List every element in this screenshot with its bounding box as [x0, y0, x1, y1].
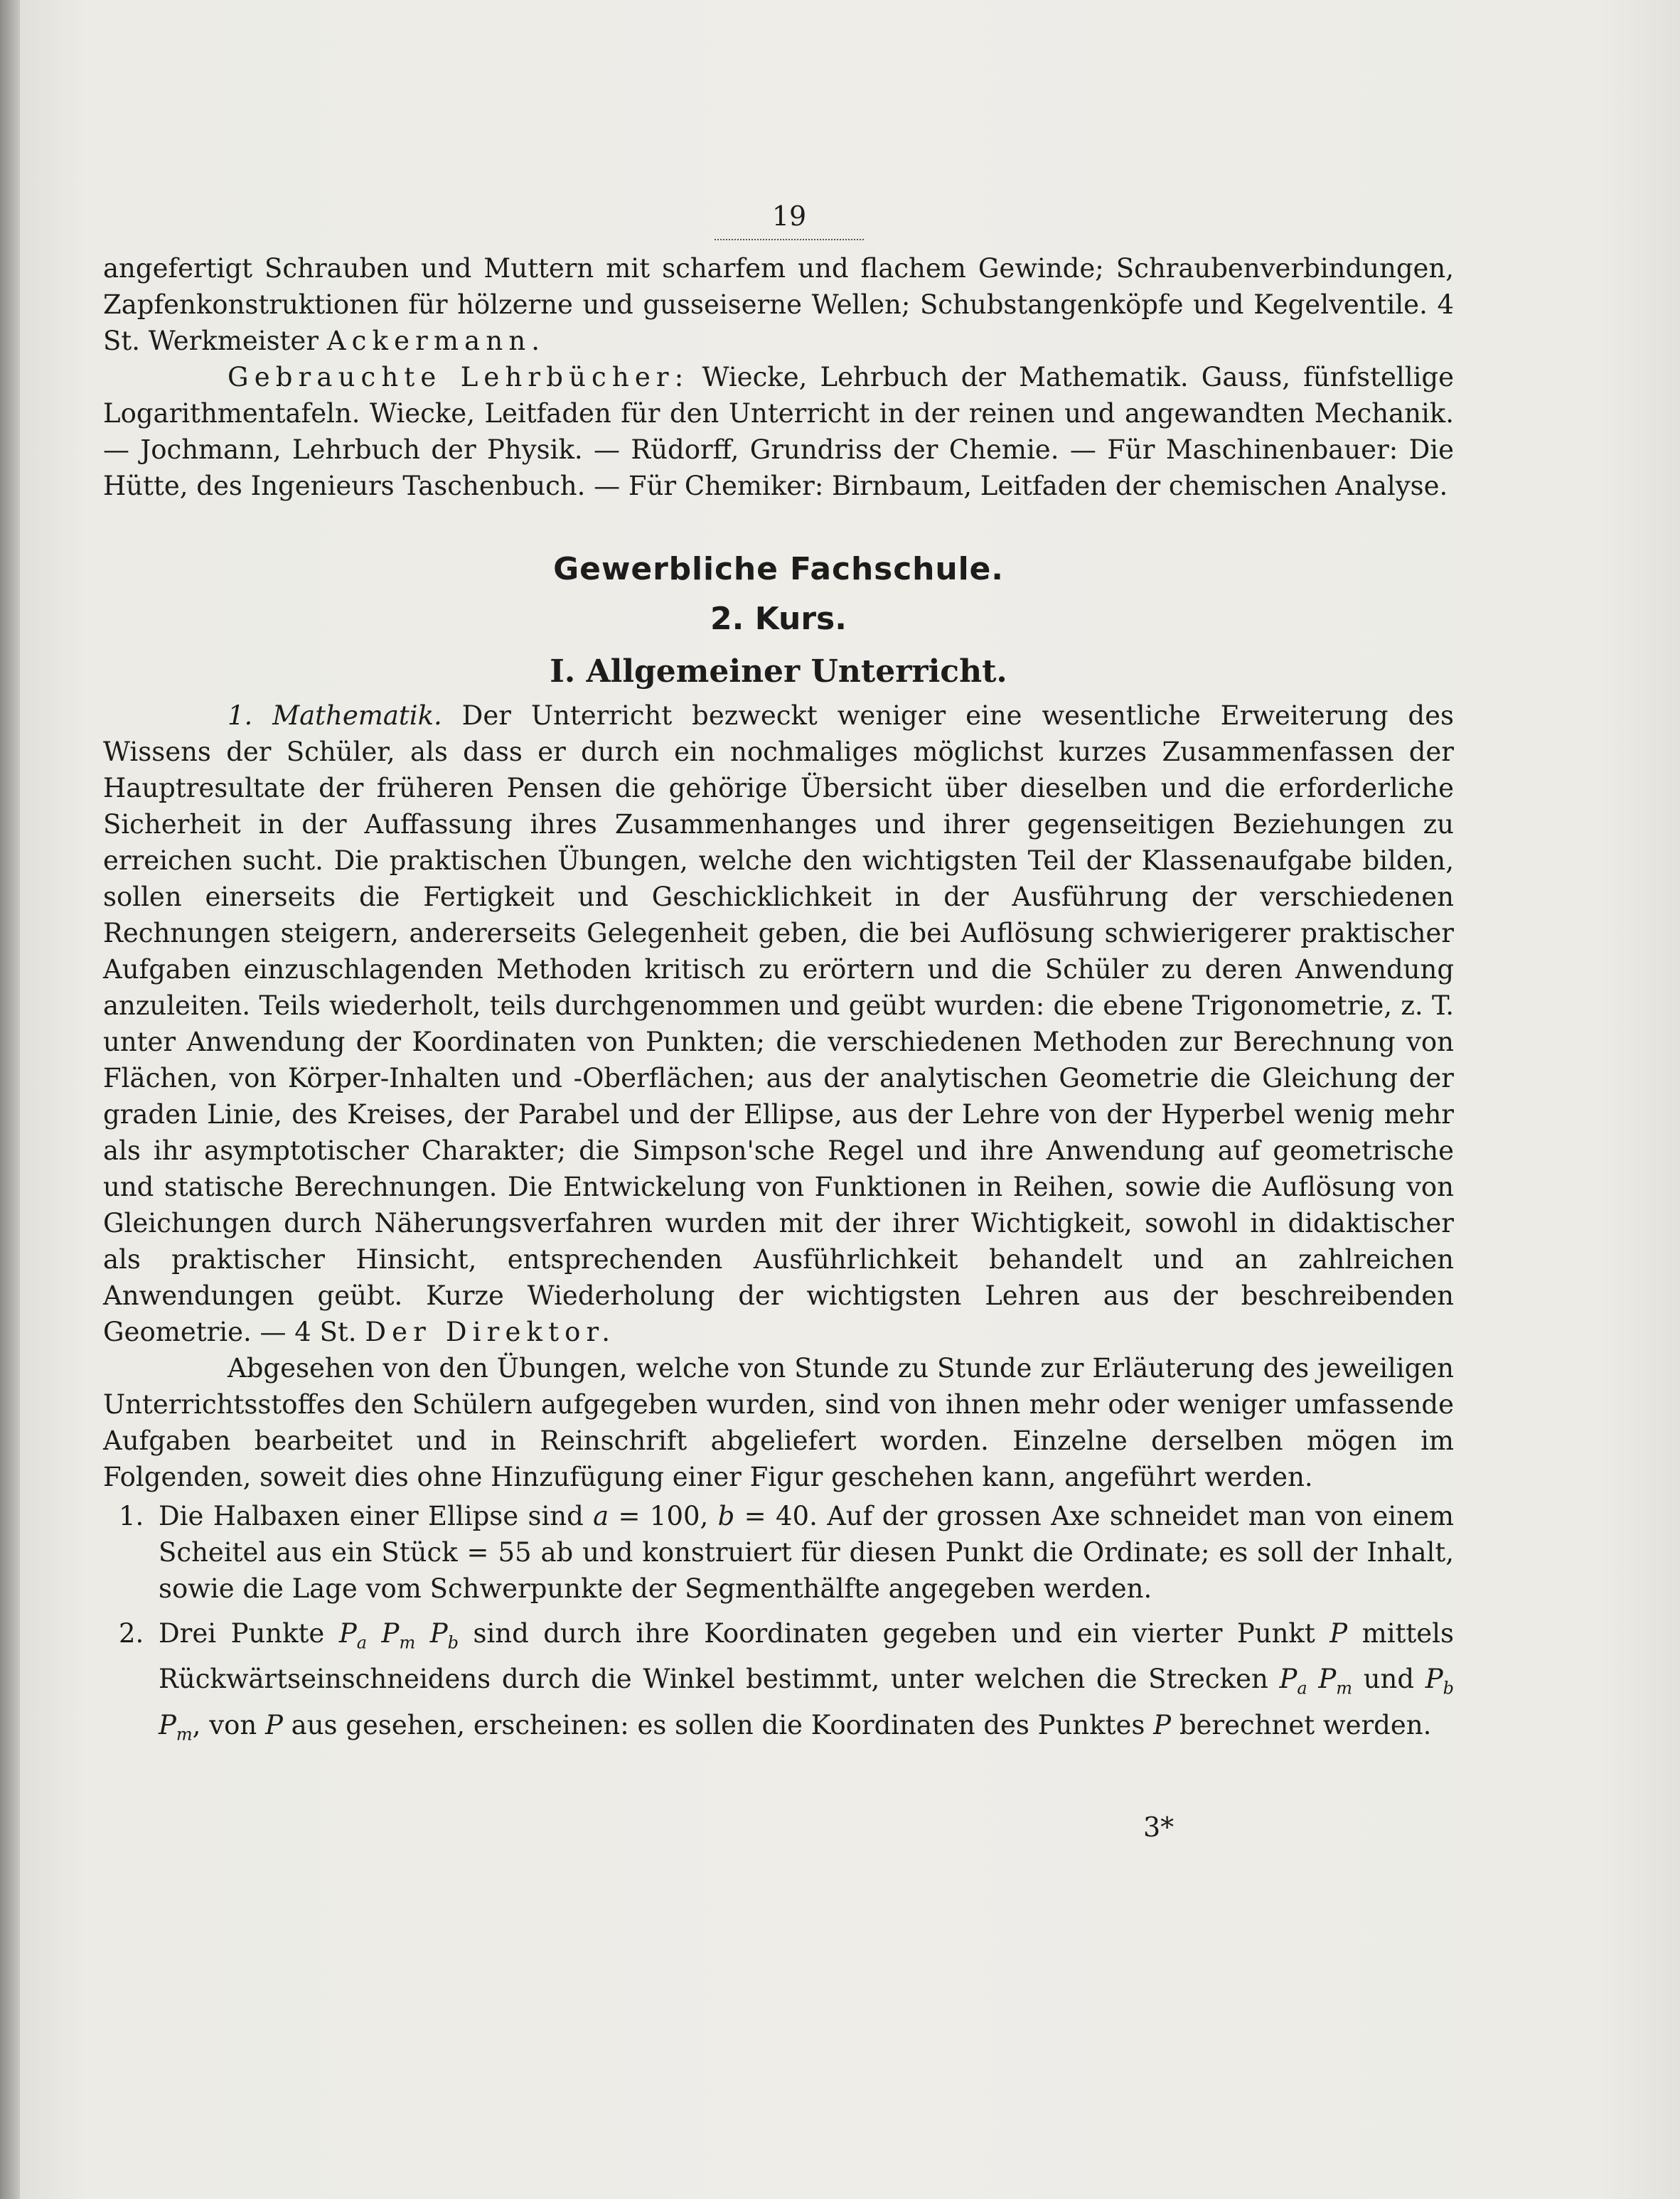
- page-content: [103, 250, 1454, 1761]
- page-number: 19: [771, 200, 807, 232]
- math-point: $P_a$ $P_m$ $P_b$: [338, 1618, 459, 1653]
- problem-list: [103, 1498, 1454, 1753]
- problem-item: [103, 1498, 1454, 1607]
- math-point: P: [1153, 1709, 1172, 1740]
- signature-mark: 3*: [1143, 1812, 1175, 1843]
- course-heading: 2. Kurs.: [710, 601, 847, 637]
- problem-number: 2.: [119, 1618, 144, 1649]
- continuation-paragraph: [103, 250, 1454, 359]
- exercises-intro: Abgesehen von den Übungen, welche von Stunde zu Stunde zur Erläuterung des jeweiligen Unterrichtsstoffes den Schülern aufgegeben wurden, sind von ihnen mehr oder weniger umfassende Aufgaben bearbeitet und in Reinschrift abgeliefert worden. Einzelne derselben mögen im Folgenden, soweit dies ohne Hinzufügung einer Figur geschehen kann, angeführt werden.: [103, 1353, 1454, 1492]
- problem-text: Drei Punkte: [159, 1618, 339, 1649]
- continuation-text: angefertigt Schrauben und Muttern mit scharfem und flachem Gewinde; Schraubenverbindungen, Zapfenkonstruktionen für hölzerne und gusseiserne Wellen; Schubstangenköpfe und Kegelventile. 4 St. Werkmeister: [103, 253, 1454, 356]
- math-variable: a: [593, 1501, 609, 1531]
- page-number-rule: [715, 239, 864, 240]
- math-point: P: [1329, 1618, 1348, 1649]
- problem-text: , von: [192, 1709, 265, 1740]
- subject-label: 1. Mathematik.: [228, 700, 442, 731]
- math-point: P: [264, 1709, 283, 1740]
- problem-text: sind durch ihre Koordinaten gegeben und ein vierter Punkt: [458, 1618, 1330, 1649]
- section-heading: I. Allgemeiner Unterricht.: [550, 653, 1007, 690]
- problem-text: mittels Rückwärtseinschneidens durch die Winkel bestimmt, unter welchen die Strecken: [159, 1618, 1454, 1695]
- problem-text: = 40. Auf der grossen Axe schneidet man von einem Scheitel aus ein Stück = 55 ab und konstruiert für diesen Punkt die Ordinate; es soll der Inhalt, sowie die Lage vom Schwerpunkte der Segmenthälfte angegeben werden.: [159, 1501, 1455, 1604]
- binding-gutter: [0, 0, 20, 2199]
- mathematics-teacher: Der Direktor.: [365, 1317, 616, 1347]
- textbooks-label: Gebrauchte Lehrbücher:: [228, 362, 690, 392]
- problem-text: berechnet werden.: [1171, 1709, 1432, 1740]
- textbooks-text: Wiecke, Lehrbuch der Mathematik. Gauss, fünfstellige Logarithmentafeln. Wiecke, Leitfaden für den Unterricht in der reinen und angewandten Mechanik. — Jochmann, Lehrbuch der Physik. — Rüdorff, Grundriss der Chemie. — Für Maschinenbauer: Die Hütte, des Ingenieurs Taschenbuch. — Für Chemiker: Birnbaum, Leitfaden der chemischen Analyse.: [103, 362, 1454, 501]
- math-variable: b: [717, 1501, 735, 1531]
- problem-text: Die Halbaxen einer Ellipse sind: [159, 1501, 594, 1531]
- school-heading: Gewerbliche Fachschule.: [553, 551, 1004, 587]
- problem-number: 1.: [119, 1501, 144, 1531]
- mathematics-paragraph: [103, 697, 1454, 1350]
- textbooks-paragraph: [103, 359, 1454, 504]
- problem-item: [103, 1615, 1454, 1753]
- math-point: $P_a$ $P_m$: [1279, 1664, 1353, 1698]
- problem-text: = 100,: [609, 1501, 718, 1531]
- continuation-teacher: Ackermann.: [326, 326, 546, 356]
- problem-text: und: [1352, 1664, 1425, 1695]
- problem-text: aus gesehen, erscheinen: es sollen die Koordinaten des Punktes: [282, 1709, 1154, 1740]
- mathematics-text: Der Unterricht bezweckt weniger eine wesentliche Erweiterung des Wissens der Schüler, als dass er durch ein nochmaliges möglichst kurzes Zusammenfassen der Hauptresultate der früheren Pensen die gehörige Übersicht über dieselben und die erforderliche Sicherheit in der Auffassung ihres Zusammenhanges und ihrer gegenseitigen Beziehungen zu erreichen sucht. Die praktischen Übungen, welche den wichtigsten Teil der Klassenaufgabe bilden, sollen einerseits die Fertigkeit und Geschicklichkeit in der Ausführung der verschiedenen Rechnungen steigern, andererseits Gelegenheit geben, die bei Auflösung schwierigerer praktischer Aufgaben einzuschlagenden Methoden kritisch zu erörtern und die Schüler zu deren Anwendung anzuleiten. Teils wiederholt, teils durchgenommen und geübt wurden: die ebene Trigonometrie, z. T. unter Anwendung der Koordinaten von Punkten; die verschiedenen Methoden zur Berechnung von Flächen, von Körper-Inhalten und -Oberflächen; aus der analytischen Geometrie die Gleichung der graden Linie, des Kreises, der Parabel und der Ellipse, aus der Lehre von der Hyperbel wenig mehr als ihr asymptotischer Charakter; die Simpson'sche Regel und ihre Anwendung auf geometrische und statische Berechnungen. Die Entwickelung von Funktionen in Reihen, sowie die Auflösung von Gleichungen durch Näherungsverfahren wurden mit der ihrer Wichtigkeit, sowohl in didaktischer als praktischer Hinsicht, entsprechenden Ausführlichkeit behandelt und an zahlreichen Anwendungen geübt. Kurze Wiederholung der wichtigsten Lehren aus der beschreibenden Geometrie. — 4 St.: [103, 700, 1454, 1347]
- math-point: $P_b$ $P_m$: [159, 1664, 1454, 1745]
